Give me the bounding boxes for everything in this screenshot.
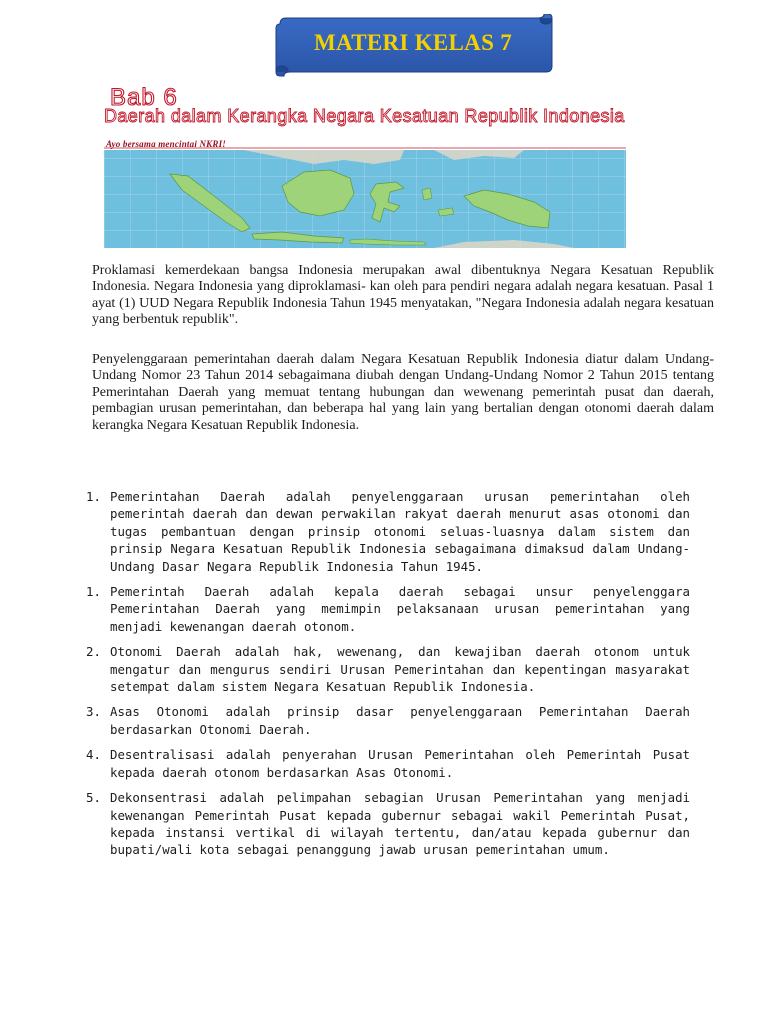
list-item — [86, 703, 690, 738]
list-item-text: Dekonsentrasi adalah pelimpahan sebagian Urusan Pemerintahan yang menjadi kewenangan Pemerintah Pusat kepada gubernur sebagai wakil Pemerintah Pusat, kepada instansi vertikal di wilayah tertentu, dan/atau kepada gubernur dan bupati/wali kota sebagai penanggung jawab urusan pemerintahan umum. — [110, 790, 690, 858]
chapter-title: Daerah dalam Kerangka Negara Kesatuan Republik Indonesia — [104, 106, 625, 126]
list-item-text: Pemerintahan Daerah adalah penyelenggaraan urusan pemerintahan oleh pemerintah daerah dan dewan perwakilan rakyat daerah menurut asas otonomi dan tugas pembantuan dengan prinsip otonomi seluas-luasnya dalam sistem dan prinsip Negara Kesatuan Republik Indonesia sebagaimana dimaksud dalam Undang-Undang Dasar Negara Republik Indonesia Tahun 1945. — [110, 489, 690, 574]
list-item-number: 1. — [86, 489, 101, 504]
list-item-text: Pemerintah Daerah adalah kepala daerah sebagai unsur penyelenggara Pemerintahan Daerah yang memimpin pelaksanaan urusan pemerintahan yang menjadi kewenangan daerah otonom. — [110, 584, 690, 634]
list-item-number: 3. — [86, 704, 101, 720]
list-item-number: 2. — [86, 644, 101, 660]
regulation-paragraph: Penyelenggaraan pemerintahan daerah dalam Negara Kesatuan Republik Indonesia diatur dalam Undang-Undang Nomor 23 Tahun 2014 sebagaimana diubah dengan Undang-Undang Nomor 2 Tahun 2015 tentang Pemerintahan Daerah yang memuat tentang hubungan dan wewenang pemerintah pusat dan daerah, pembagian urusan pemerintahan, dan beberapa hal yang lain yang bertalian dengan otonomi daerah dalam kerangka Negara Kesatuan Republik Indonesia. — [92, 352, 714, 433]
list-item-text: Desentralisasi adalah penyerahan Urusan Pemerintahan oleh Pemerintah Pusat kepada daerah otonom berdasarkan Asas Otonomi. — [110, 747, 690, 780]
list-item-number: 5. — [86, 790, 101, 806]
list-item-text: Asas Otonomi adalah prinsip dasar penyelenggaraan Pemerintahan Daerah berdasarkan Otonomi Daerah. — [110, 704, 690, 737]
list-item — [86, 583, 690, 635]
list-item — [86, 488, 690, 575]
list-item — [86, 789, 690, 859]
list-item-number: 4. — [86, 747, 101, 763]
definitions-list — [86, 488, 690, 867]
title-banner — [272, 14, 554, 78]
chapter-number: Bab 6 — [110, 86, 178, 111]
chapter-cover-image — [104, 86, 626, 248]
list-item — [86, 746, 690, 781]
chapter-subtitle: Ayo bersama mencintai NKRI! — [106, 139, 226, 149]
intro-paragraph: Proklamasi kemerdekaan bangsa Indonesia merupakan awal dibentuknya Negara Kesatuan Republik Indonesia. Negara Indonesia yang diproklamasi- kan oleh para pendiri negara adalah negara kesatuan. Pasal 1 ayat (1) UUD Negara Republik Indonesia Tahun 1945 menyatakan, "Negara Indonesia adalah negara kesatuan yang berbentuk republik". — [92, 263, 714, 328]
list-item-text: Otonomi Daerah adalah hak, wewenang, dan kewajiban daerah otonom untuk mengatur dan mengurus sendiri Urusan Pemerintahan dan kepentingan masyarakat setempat dalam sistem Negara Kesatuan Republik Indonesia. — [110, 644, 690, 695]
banner-title: MATERI KELAS 7 — [313, 30, 513, 55]
list-item-number: 1. — [86, 584, 101, 600]
list-item — [86, 643, 690, 695]
